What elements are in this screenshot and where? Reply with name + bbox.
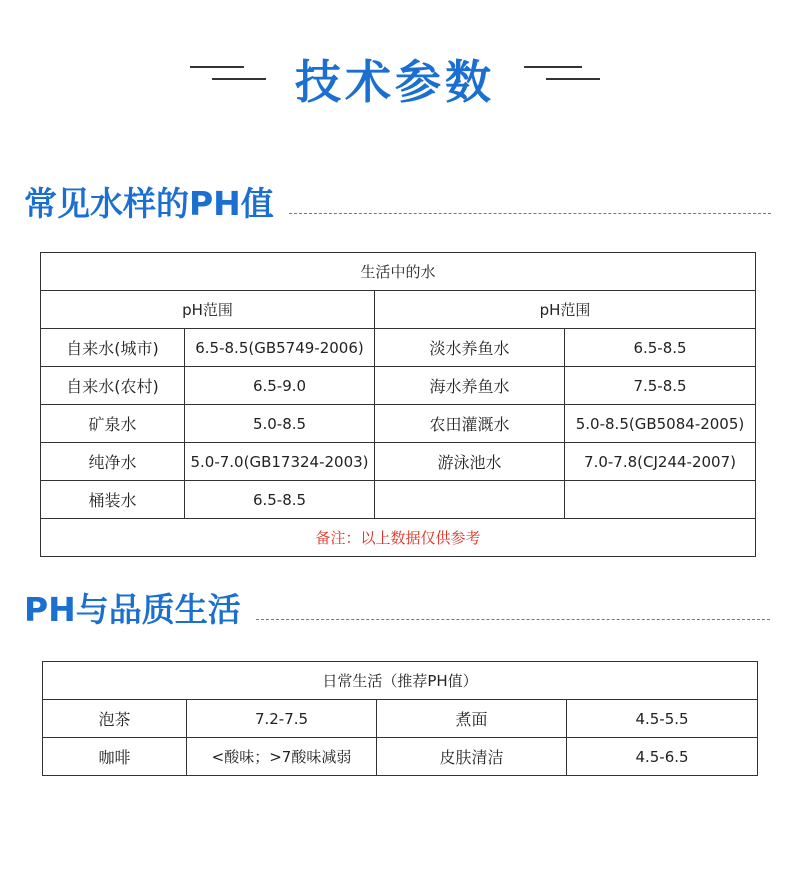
table-note-row [41, 519, 756, 557]
ph-value: 5.0-8.5 [185, 405, 375, 443]
column-header: pH范围 [375, 291, 756, 329]
section-ph-life [24, 584, 772, 632]
page-title: 技术参数 [295, 55, 495, 109]
ph-value: 6.5-8.5 [185, 481, 375, 519]
table-caption: 生活中的水 [41, 253, 756, 291]
ph-value: 6.5-8.5 [565, 329, 756, 367]
table-caption-row [43, 662, 758, 700]
section-heading: 常见水样的PH值 [24, 184, 274, 223]
dotted-rule [256, 619, 770, 620]
water-type: 自来水(城市) [41, 329, 185, 367]
ph-value: <酸味；>7酸味减弱 [187, 738, 377, 776]
water-type: 自来水(农村) [41, 367, 185, 405]
ph-value [565, 481, 756, 519]
water-type: 游泳池水 [375, 443, 565, 481]
ph-value: 4.5-5.5 [567, 700, 758, 738]
table-row [41, 443, 756, 481]
table-row [43, 700, 758, 738]
section-heading: PH与品质生活 [24, 590, 241, 629]
water-type: 淡水养鱼水 [375, 329, 565, 367]
table-caption: 日常生活（推荐PH值） [43, 662, 758, 700]
ph-value: 7.5-8.5 [565, 367, 756, 405]
ph-value: 6.5-8.5(GB5749-2006) [185, 329, 375, 367]
decor-line [546, 78, 600, 80]
table-row [43, 738, 758, 776]
decor-line [524, 66, 582, 68]
dotted-rule [289, 213, 771, 214]
water-type: 桶装水 [41, 481, 185, 519]
section-ph-common [24, 178, 772, 226]
table-row [41, 481, 756, 519]
activity: 皮肤清洁 [377, 738, 567, 776]
water-type: 海水养鱼水 [375, 367, 565, 405]
water-type: 矿泉水 [41, 405, 185, 443]
ph-value: 5.0-8.5(GB5084-2005) [565, 405, 756, 443]
water-type [375, 481, 565, 519]
ph-value: 7.0-7.8(CJ244-2007) [565, 443, 756, 481]
ph-value: 4.5-6.5 [567, 738, 758, 776]
activity: 泡茶 [43, 700, 187, 738]
table-row [41, 367, 756, 405]
table-header-row [41, 291, 756, 329]
ph-value: 7.2-7.5 [187, 700, 377, 738]
activity: 咖啡 [43, 738, 187, 776]
activity: 煮面 [377, 700, 567, 738]
water-type: 农田灌溉水 [375, 405, 565, 443]
ph-value: 5.0-7.0(GB17324-2003) [185, 443, 375, 481]
water-ph-table [40, 252, 756, 557]
column-header: pH范围 [41, 291, 375, 329]
table-row [41, 405, 756, 443]
water-type: 纯净水 [41, 443, 185, 481]
table-caption-row [41, 253, 756, 291]
ph-value: 6.5-9.0 [185, 367, 375, 405]
page-header [0, 38, 790, 118]
table-row [41, 329, 756, 367]
daily-life-ph-table [42, 661, 758, 776]
table-note: 备注：以上数据仅供参考 [41, 519, 756, 557]
